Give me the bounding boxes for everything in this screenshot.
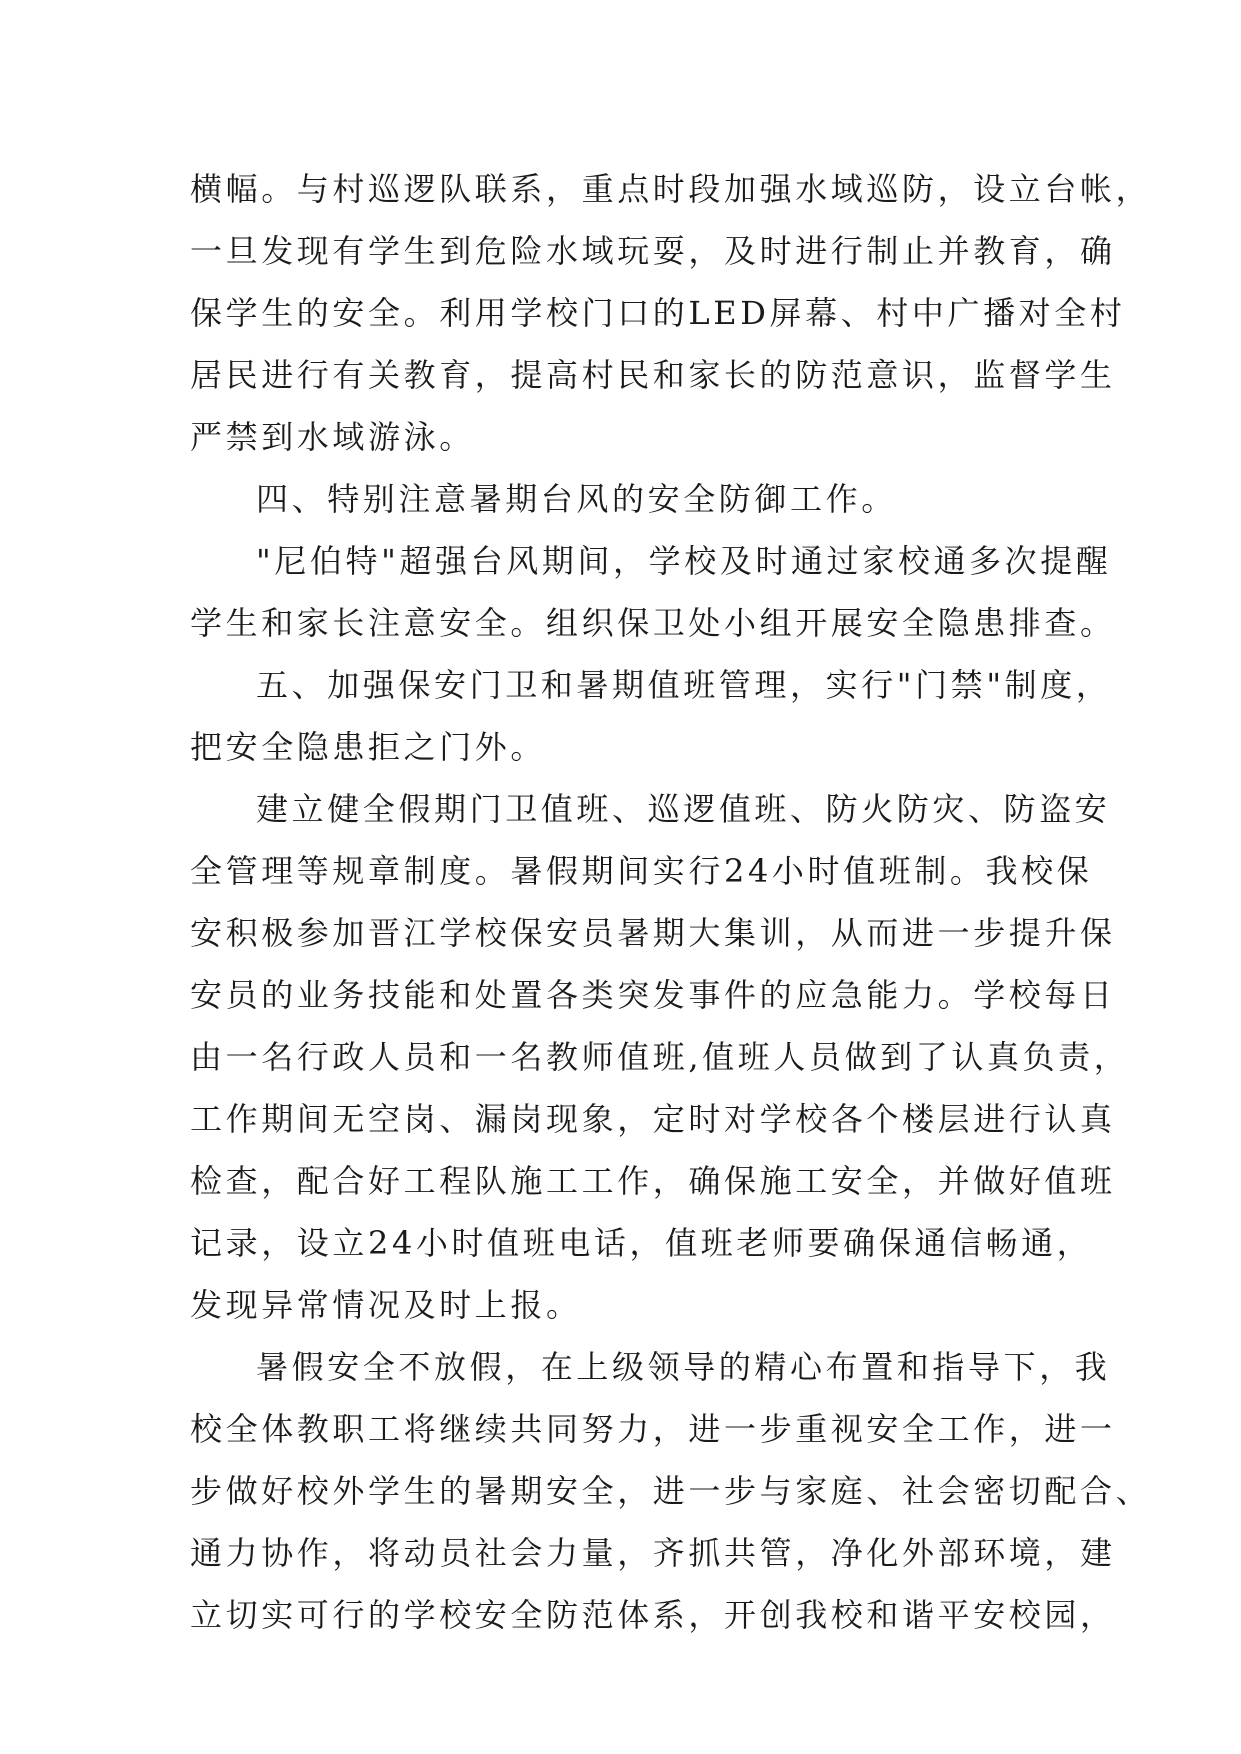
text-line: 五、加强保安门卫和暑期值班管理，实行"门禁"制度， bbox=[256, 666, 1112, 704]
text-line: 步做好校外学生的暑期安全，进一步与家庭、社会密切配合、 bbox=[190, 1472, 1152, 1510]
body-text bbox=[190, 158, 1152, 1646]
text-line: 严禁到水域游泳。 bbox=[190, 418, 475, 456]
text-line: 立切实可行的学校安全防范体系，开创我校和谐平安校园， bbox=[190, 1596, 1116, 1634]
text-line: "尼伯特"超强台风期间，学校及时通过家校通多次提醒 bbox=[256, 542, 1112, 580]
text-line: 检查，配合好工程队施工工作，确保施工安全，并做好值班 bbox=[190, 1162, 1116, 1200]
text-line: 安员的业务技能和处置各类突发事件的应急能力。学校每日 bbox=[190, 976, 1116, 1014]
text-line: 横幅。与村巡逻队联系，重点时段加强水域巡防，设立台帐， bbox=[190, 170, 1152, 208]
text-line: 四、特别注意暑期台风的安全防御工作。 bbox=[256, 480, 897, 518]
text-line: 学生和家长注意安全。组织保卫处小组开展安全隐患排查。 bbox=[190, 604, 1116, 642]
text-line: 建立健全假期门卫值班、巡逻值班、防火防灾、防盗安 bbox=[256, 790, 1111, 828]
text-line: 工作期间无空岗、漏岗现象，定时对学校各个楼层进行认真 bbox=[190, 1100, 1116, 1138]
text-line: 居民进行有关教育，提高村民和家长的防范意识，监督学生 bbox=[190, 356, 1116, 394]
text-line: 保学生的安全。利用学校门口的LED屏幕、村中广播对全村 bbox=[190, 294, 1126, 332]
text-line: 由一名行政人员和一名教师值班,值班人员做到了认真负责， bbox=[190, 1038, 1130, 1076]
text-line: 发现异常情况及时上报。 bbox=[190, 1286, 582, 1324]
text-line: 校全体教职工将继续共同努力，进一步重视安全工作，进一 bbox=[190, 1410, 1116, 1448]
text-line: 通力协作，将动员社会力量，齐抓共管，净化外部环境，建 bbox=[190, 1534, 1116, 1572]
text-line: 一旦发现有学生到危险水域玩耍，及时进行制止并教育，确 bbox=[190, 232, 1116, 270]
text-line: 记录，设立24小时值班电话，值班老师要确保通信畅通， bbox=[190, 1224, 1093, 1262]
text-line: 安积极参加晋江学校保安员暑期大集训，从而进一步提升保 bbox=[190, 914, 1116, 952]
text-line: 全管理等规章制度。暑假期间实行24小时值班制。我校保 bbox=[190, 852, 1093, 890]
text-line: 暑假安全不放假，在上级领导的精心布置和指导下，我 bbox=[256, 1348, 1111, 1386]
text-line: 把安全隐患拒之门外。 bbox=[190, 728, 547, 766]
